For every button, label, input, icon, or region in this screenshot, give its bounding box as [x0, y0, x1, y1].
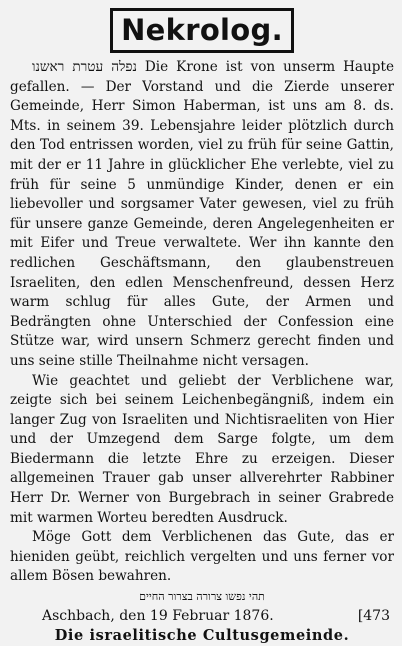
closing-hebrew: תהי נפשו צרורה בצרור החיים	[139, 590, 265, 604]
paragraph-1	[10, 58, 394, 372]
hebrew-opening: נפלה עטרת ראשנו	[32, 59, 137, 75]
obituary-body	[10, 58, 394, 587]
page-title: Nekrolog.	[110, 8, 294, 53]
paragraph-3: Möge Gott dem Verblichenen das Gute, das er hieniden geübt, reichlich vergelten und uns ferner vor allem Bösen bewahren.	[10, 529, 394, 585]
ad-number: [473	[357, 608, 390, 625]
place-date: Aschbach, den 19 Februar 1876.	[42, 608, 274, 625]
signature: Die israelitische Cultusgemeinde.	[54, 627, 350, 645]
title-area	[10, 8, 394, 58]
place-date-line	[10, 606, 394, 626]
paragraph-1-text: Die Krone ist von unserm Haupte gefallen. — Der Vorstand und die Zierde unserer Gemeinde, Herr Simon Haberman, ist uns am 8. ds. Mts. in seinem 39. Lebensjahre leider plötzlich durch den Tod entrissen worden, viel zu früh für seine Gattin, mit der er 11 Jahre in glücklicher Ehe verlebte, viel zu früh für seine 5 unmündige Kinder, denen er ein liebevoller und sorgsamer Vater gewesen, viel zu früh für unsere ganze Gemeinde, deren Angelegenheiten er mit Eifer und Treue verwaltete. Wer ihn kannte den redlichen Geschäftsmann, den glaubenstreuen Israeliten, den edlen Menschenfreund, dessen Herz warm schlug für alles Gute, der Armen und Bedrängten ohne Unterschied der Confession eine Stütze war, wird unsern Schmerz gerecht finden und uns seine stille Theilnahme nicht versagen.	[10, 59, 394, 369]
paragraph-2: Wie geachtet und geliebt der Verblichene war, zeigte sich bei seinem Leichenbegängniß, indem ein langer Zug von Israeliten und Nichtisraeliten von Hier und der Umzegend dem Sarge folgte, um dem Biedermann die letzte Ehre zu erzeigen. Dieser allgemeinen Trauer gab unser allverehrter Rabbiner Herr Dr. Werner von Burgebrach in seiner Grabrede mit warmen Worteu beredten Ausdruck.	[10, 372, 394, 526]
